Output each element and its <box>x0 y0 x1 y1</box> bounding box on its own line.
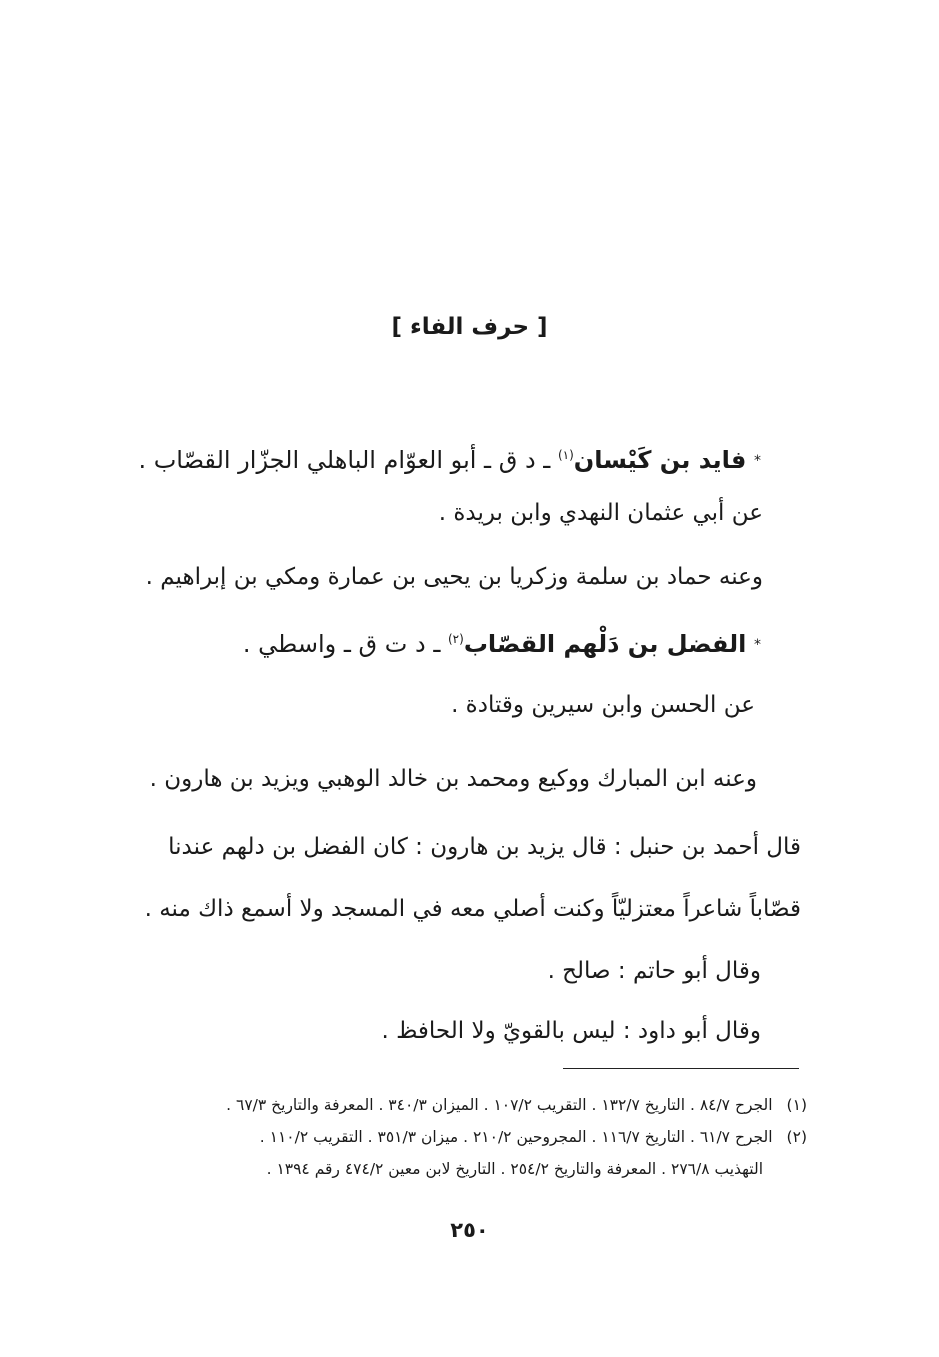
footnote-number: (٢) <box>786 1128 807 1146</box>
entry-line: وقال أبو داود : ليس بالقويّ ولا الحافظ . <box>381 1018 761 1044</box>
footnote-separator <box>563 1068 799 1069</box>
entry-title <box>243 624 761 660</box>
entry-line: عن أبي عثمان النهدي وابن بريدة . <box>438 500 763 526</box>
entry-line: وعنه ابن المبارك ووكيع ومحمد بن خالد الوهبي ويزيد بن هارون . <box>149 766 757 792</box>
entry-line: وعنه حماد بن سلمة وزكريا بن يحيى بن عمارة ومكي بن إبراهيم . <box>145 564 763 590</box>
footnote-continuation: التهذيب ٢٧٦/٨ . المعرفة والتاريخ ٢٥٤/٢ . التاريخ لابن معين ٤٧٤/٢ رقم ١٣٩٤ . <box>266 1160 763 1178</box>
entry-title <box>138 440 761 476</box>
footnote-text: الجرح ٨٤/٧ . التاريخ ١٣٢/٧ . التقريب ١٠٧/٢ . الميزان ٣٤٠/٣ . المعرفة والتاريخ ٦٧/٣ . <box>226 1096 773 1114</box>
entry-marker: * <box>754 453 761 469</box>
section-heading: [ حرف الفاء ] <box>391 314 548 340</box>
entry-name: الفضل بن دَلْهم القصّاب <box>463 630 747 658</box>
entry-line: وقال أبو حاتم : صالح . <box>547 958 761 984</box>
entry-description: ـ د ت ق ـ واسطي . <box>242 630 448 658</box>
page-number: ٢٥٠ <box>450 1218 489 1242</box>
footnote-text: الجرح ٦١/٧ . التاريخ ١١٦/٧ . المجروحين ٢١٠/٢ . ميزان ٣٥١/٣ . التقريب ١١٠/٢ . <box>259 1128 773 1146</box>
entry-line: عن الحسن وابن سيرين وقتادة . <box>451 692 755 718</box>
footnote <box>226 1094 807 1116</box>
entry-marker: * <box>754 637 761 653</box>
footnote-ref: (١) <box>557 448 574 462</box>
footnote-number: (١) <box>786 1096 807 1114</box>
entry-line: قال أحمد بن حنبل : قال يزيد بن هارون : كان الفضل بن دلهم عندنا <box>168 834 801 860</box>
entry-line: قصّاباً شاعراً معتزليّاً وكنت أصلي معه في المسجد ولا أسمع ذاك منه . <box>144 896 801 922</box>
entry-name: فايد بن كَيْسان <box>573 446 747 474</box>
entry-description: ـ د ق ـ أبو العوّام الباهلي الجزّار القصّاب . <box>138 446 558 474</box>
footnote <box>260 1126 807 1148</box>
footnote-ref: (٢) <box>447 632 464 646</box>
